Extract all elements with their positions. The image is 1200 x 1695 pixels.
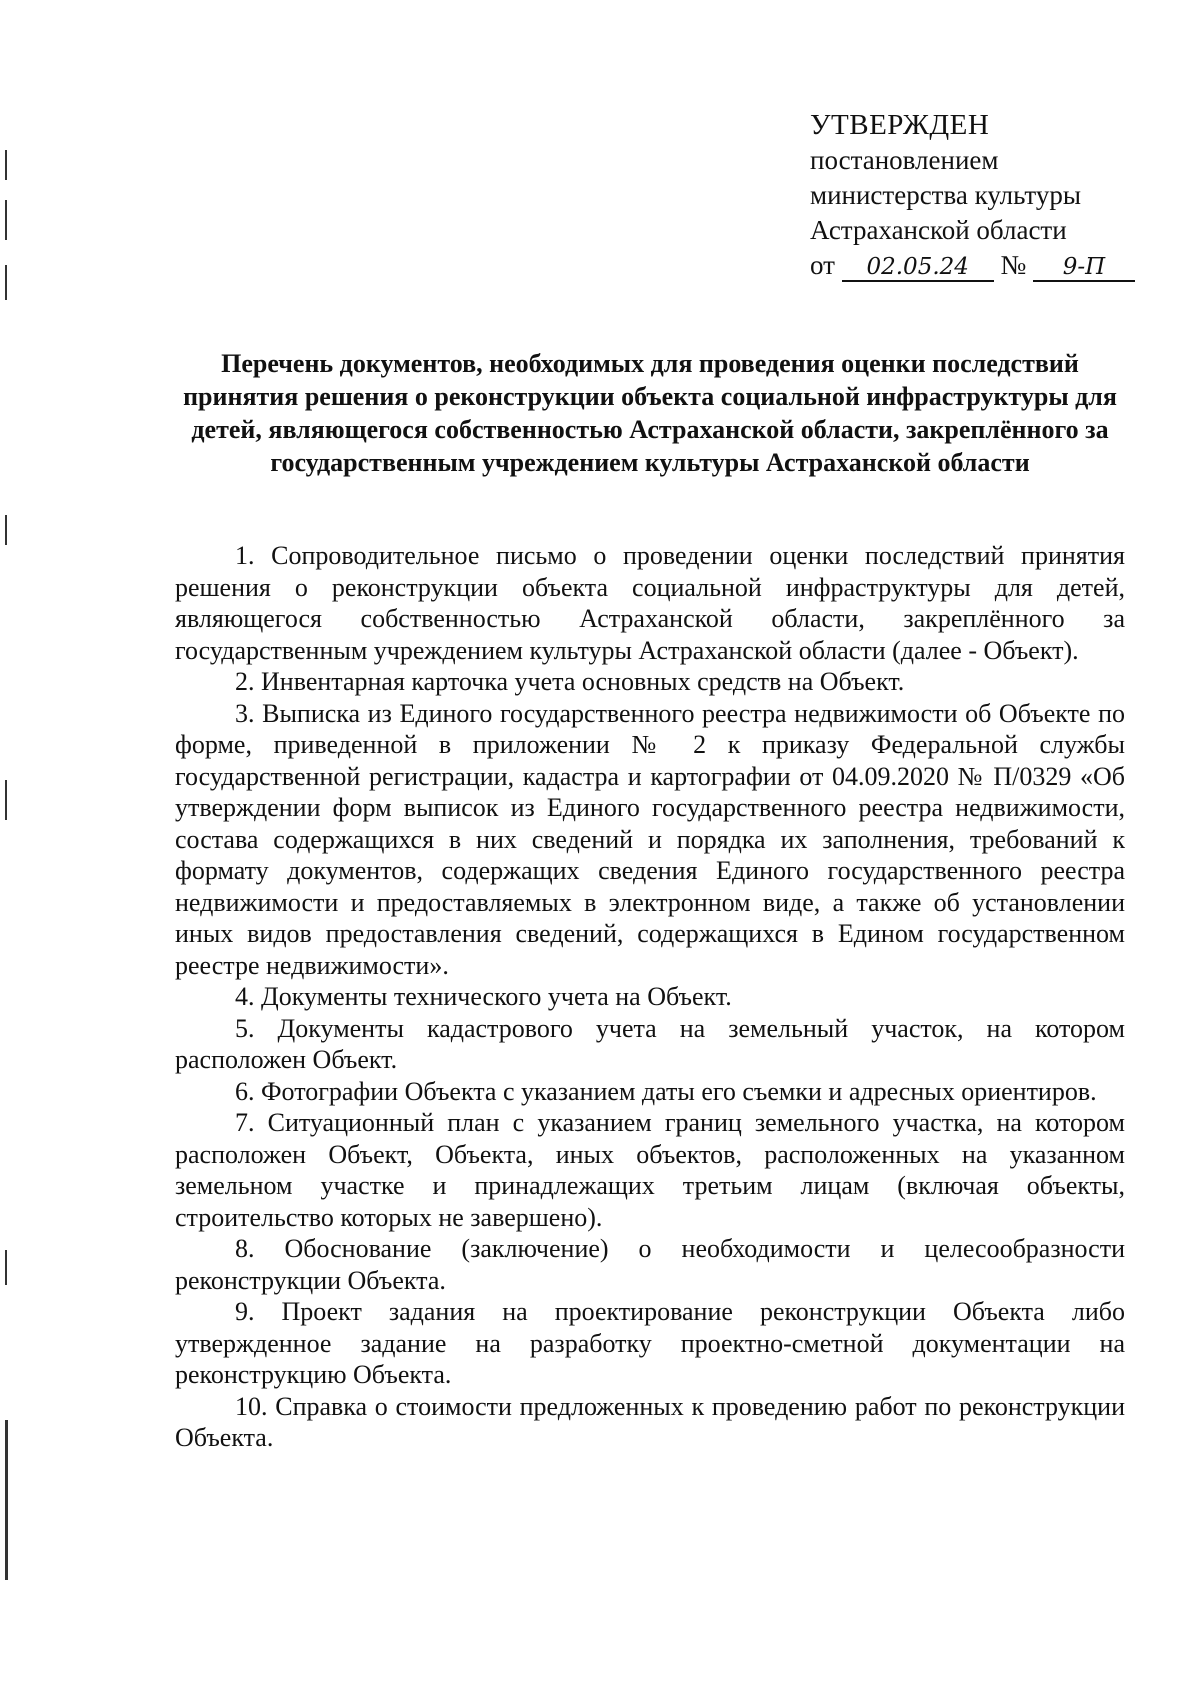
list-item: 2. Инвентарная карточка учета основных средств на Объект. bbox=[235, 667, 905, 696]
approval-heading: УТВЕРЖДЕН bbox=[810, 109, 990, 141]
list-item: 1. Сопроводительное письмо о проведении оценки последствий принятия решения о реконструкции объекта социальной инфраструктуры для детей, являющегося собственностью Астраханской области, закреплённого за государственным учреждением культуры Астраханской области (далее - Объект). bbox=[175, 541, 1125, 665]
list-item: 5. Документы кадастрового учета на земельный участок, на котором расположен Объект. bbox=[175, 1013, 1125, 1074]
scan-edge-mark bbox=[5, 780, 7, 820]
list-item: 8. Обоснование (заключение) о необходимости и целесообразности реконструкции Объекта. bbox=[175, 1234, 1125, 1295]
approval-line: Астраханской области bbox=[810, 215, 1067, 245]
list-item: 9. Проект задания на проектирование реконструкции Объекта либо утвержденное задание на разработку проектно-сметной документации на реконструкцию Объекта. bbox=[175, 1297, 1125, 1389]
handwritten-date: 02.05.24 bbox=[842, 254, 994, 282]
handwritten-number: 9-П bbox=[1033, 254, 1135, 282]
scan-edge-mark bbox=[5, 200, 7, 240]
date-prefix: от bbox=[810, 250, 835, 280]
list-item: 4. Документы технического учета на Объект. bbox=[235, 982, 732, 1011]
list-item: 6. Фотографии Объекта с указанием даты его съемки и адресных ориентиров. bbox=[235, 1076, 1097, 1106]
list-item: 10. Справка о стоимости предложенных к проведению работ по реконструкции Объекта. bbox=[175, 1391, 1125, 1452]
scan-edge-mark bbox=[5, 265, 7, 300]
approval-date-line bbox=[810, 248, 1170, 283]
list-item: 7. Ситуационный план с указанием границ земельного участка, на котором расположен Объект, Объекта, иных объектов, расположенных на указанном земельном участке и принадлежащих третьим лицам (включая объекты, строительство которых не завершено). bbox=[175, 1108, 1125, 1232]
document-list bbox=[175, 540, 1125, 1454]
approval-line: министерства культуры bbox=[810, 180, 1082, 210]
approval-line: постановлением bbox=[810, 145, 999, 175]
number-sign: № bbox=[1000, 250, 1027, 280]
list-item: 3. Выписка из Единого государственного реестра недвижимости об Объекте по форме, приведенной в приложении № 2 к приказу Федеральной службы государственной регистрации, кадастра и картографии от 04.09.2020 № П/0329 «Об утверждении форм выписок из Единого государственного реестра недвижимости, состава содержащихся в них сведений и порядка их заполнения, требований к формату документов, содержащих сведения Единого государственного реестра недвижимости и предоставляемых в электронном виде, а также об установлении иных видов предоставления сведений, содержащихся в Едином государственном реестре недвижимости». bbox=[175, 698, 1125, 980]
scan-edge-mark bbox=[5, 150, 7, 180]
approval-block bbox=[810, 108, 1170, 283]
scan-edge-mark bbox=[5, 515, 7, 545]
document-title: Перечень документов, необходимых для проведения оценки последствий принятия решения о реконструкции объекта социальной инфраструктуры для детей, являющегося собственностью Астраханской области, закреплённого за государственным учреждением культуры Астраханской области bbox=[183, 349, 1117, 477]
scan-edge-mark bbox=[5, 1420, 8, 1580]
scan-edge-mark bbox=[5, 1250, 7, 1285]
